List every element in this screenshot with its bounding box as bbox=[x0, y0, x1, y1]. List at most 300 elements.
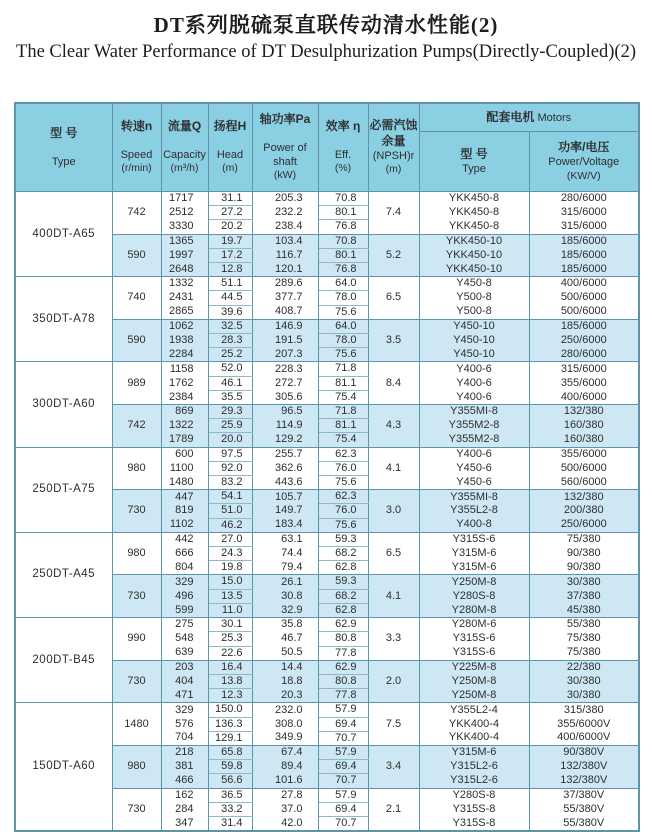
shaft-power-value: 14.4 bbox=[252, 660, 318, 674]
npsh-value: 4.3 bbox=[368, 405, 419, 448]
title-english: The Clear Water Performance of DT Desulphurization Pumps(Directly-Coupled)(2) bbox=[16, 42, 636, 62]
efficiency-value: 75.6 bbox=[318, 348, 368, 362]
shaft-power-value: 50.5 bbox=[252, 646, 318, 660]
shaft-power-value: 96.5 bbox=[252, 405, 318, 419]
capacity-value: 1158 bbox=[161, 362, 208, 376]
capacity-value: 2384 bbox=[161, 390, 208, 404]
speed-value: 980 bbox=[112, 532, 161, 575]
speed-value: 989 bbox=[112, 362, 161, 405]
efficiency-value: 76.0 bbox=[318, 504, 368, 518]
motor-power-voltage: 200/380 bbox=[529, 504, 639, 518]
shaft-power-value: 120.1 bbox=[252, 263, 318, 277]
header-motor-pv-unit: (KW/V) bbox=[566, 169, 601, 182]
speed-value: 730 bbox=[112, 788, 161, 831]
shaft-power-value: 20.3 bbox=[252, 689, 318, 703]
speed-value: 590 bbox=[112, 234, 161, 277]
head-value: 20.2 bbox=[208, 220, 252, 234]
shaft-power-value: 46.7 bbox=[252, 632, 318, 646]
motor-power-voltage: 280/6000 bbox=[529, 192, 639, 206]
head-value: 51.1 bbox=[208, 277, 252, 291]
npsh-value: 2.1 bbox=[368, 788, 419, 831]
pump-type: 300DT-A60 bbox=[15, 362, 112, 447]
capacity-value: 447 bbox=[161, 490, 208, 504]
motor-type: YKK400-4 bbox=[419, 717, 529, 731]
head-value: 17.2 bbox=[208, 248, 252, 262]
efficiency-value: 70.8 bbox=[318, 192, 368, 206]
header-shaft-power-unit: (kW) bbox=[273, 169, 297, 182]
capacity-value: 1365 bbox=[161, 234, 208, 248]
head-value: 13.5 bbox=[208, 589, 252, 603]
motor-type: Y450-10 bbox=[419, 319, 529, 333]
motor-type: Y315L2-6 bbox=[419, 774, 529, 788]
head-value: 16.4 bbox=[208, 660, 252, 674]
motor-type: Y250M-8 bbox=[419, 575, 529, 589]
shaft-power-value: 205.3 bbox=[252, 192, 318, 206]
motor-power-voltage: 90/380V bbox=[529, 745, 639, 759]
head-value: 136.3 bbox=[208, 717, 252, 731]
efficiency-value: 80.1 bbox=[318, 206, 368, 220]
motor-power-voltage: 400/6000V bbox=[529, 731, 639, 745]
head-value: 28.3 bbox=[208, 334, 252, 348]
efficiency-value: 80.1 bbox=[318, 248, 368, 262]
motor-type: Y450-6 bbox=[419, 461, 529, 475]
motor-type: Y400-6 bbox=[419, 362, 529, 376]
motor-power-voltage: 90/380 bbox=[529, 547, 639, 561]
head-value: 39.6 bbox=[208, 305, 252, 319]
shaft-power-value: 228.3 bbox=[252, 362, 318, 376]
header-npsh-en: (NPSH)r bbox=[372, 150, 415, 163]
head-value: 31.4 bbox=[208, 816, 252, 831]
header-npsh-unit: (m) bbox=[385, 163, 402, 176]
head-value: 129.1 bbox=[208, 731, 252, 745]
header-motors bbox=[419, 103, 639, 132]
capacity-value: 1938 bbox=[161, 334, 208, 348]
header-shaft-power-en2: shaft bbox=[273, 155, 297, 168]
header-type-cn: 型 号 bbox=[50, 126, 78, 141]
motor-power-voltage: 280/6000 bbox=[529, 348, 639, 362]
capacity-value: 162 bbox=[161, 788, 208, 802]
motor-power-voltage: 185/6000 bbox=[529, 234, 639, 248]
motor-type: Y450-8 bbox=[419, 277, 529, 291]
table-body bbox=[15, 192, 639, 832]
capacity-value: 203 bbox=[161, 660, 208, 674]
capacity-value: 2865 bbox=[161, 305, 208, 319]
efficiency-value: 62.8 bbox=[318, 561, 368, 575]
head-value: 12.3 bbox=[208, 689, 252, 703]
header-shaft-power-cn: 轴功率Pa bbox=[259, 112, 311, 127]
header-motor-type-cn: 型 号 bbox=[460, 146, 488, 161]
header-motor-power-voltage bbox=[529, 132, 639, 192]
efficiency-value: 70.7 bbox=[318, 816, 368, 831]
motor-type: Y315M-6 bbox=[419, 745, 529, 759]
motor-power-voltage: 55/380V bbox=[529, 802, 639, 816]
npsh-value: 4.1 bbox=[368, 575, 419, 618]
header-efficiency-unit: (%) bbox=[334, 162, 352, 175]
header-capacity-cn: 流量Q bbox=[167, 119, 202, 134]
motor-power-voltage: 132/380V bbox=[529, 774, 639, 788]
efficiency-value: 76.8 bbox=[318, 220, 368, 234]
table-row bbox=[15, 277, 639, 291]
motor-type: Y355M2-8 bbox=[419, 419, 529, 433]
capacity-value: 1102 bbox=[161, 518, 208, 532]
efficiency-value: 71.8 bbox=[318, 362, 368, 376]
motor-type: Y225M-8 bbox=[419, 660, 529, 674]
motor-power-voltage: 55/380 bbox=[529, 618, 639, 632]
efficiency-value: 75.6 bbox=[318, 476, 368, 490]
motor-type: Y450-10 bbox=[419, 348, 529, 362]
efficiency-value: 62.3 bbox=[318, 447, 368, 461]
head-value: 25.9 bbox=[208, 419, 252, 433]
header-speed-en: Speed bbox=[120, 148, 153, 161]
efficiency-value: 77.8 bbox=[318, 689, 368, 703]
head-value: 59.8 bbox=[208, 760, 252, 774]
capacity-value: 2648 bbox=[161, 263, 208, 277]
shaft-power-value: 26.1 bbox=[252, 575, 318, 589]
speed-value: 740 bbox=[112, 277, 161, 320]
shaft-power-value: 232.2 bbox=[252, 206, 318, 220]
capacity-value: 496 bbox=[161, 589, 208, 603]
header-npsh bbox=[368, 103, 419, 192]
motor-type: Y450-10 bbox=[419, 334, 529, 348]
npsh-value: 3.0 bbox=[368, 490, 419, 533]
head-value: 25.2 bbox=[208, 348, 252, 362]
capacity-value: 1480 bbox=[161, 476, 208, 490]
motor-power-voltage: 132/380V bbox=[529, 760, 639, 774]
head-value: 36.5 bbox=[208, 788, 252, 802]
capacity-value: 347 bbox=[161, 816, 208, 831]
efficiency-value: 81.1 bbox=[318, 376, 368, 390]
motor-power-voltage: 185/6000 bbox=[529, 263, 639, 277]
efficiency-value: 69.4 bbox=[318, 760, 368, 774]
shaft-power-value: 63.1 bbox=[252, 532, 318, 546]
motor-type: Y355MI-8 bbox=[419, 490, 529, 504]
motor-type: Y250M-8 bbox=[419, 689, 529, 703]
shaft-power-value: 27.8 bbox=[252, 788, 318, 802]
motor-power-voltage: 500/6000 bbox=[529, 291, 639, 305]
npsh-value: 5.2 bbox=[368, 234, 419, 277]
motor-type: YKK450-8 bbox=[419, 220, 529, 234]
motor-type: Y400-8 bbox=[419, 518, 529, 532]
head-value: 52.0 bbox=[208, 362, 252, 376]
header-capacity bbox=[161, 103, 208, 192]
head-value: 25.3 bbox=[208, 632, 252, 646]
capacity-value: 576 bbox=[161, 717, 208, 731]
motor-type: YKK450-10 bbox=[419, 248, 529, 262]
efficiency-value: 59.3 bbox=[318, 575, 368, 589]
capacity-value: 2431 bbox=[161, 291, 208, 305]
document-page bbox=[0, 9, 652, 829]
shaft-power-value: 105.7 bbox=[252, 490, 318, 504]
shaft-power-value: 272.7 bbox=[252, 376, 318, 390]
table-row bbox=[15, 362, 639, 376]
motor-power-voltage: 132/380 bbox=[529, 405, 639, 419]
efficiency-value: 75.6 bbox=[318, 305, 368, 319]
motor-power-voltage: 75/380 bbox=[529, 646, 639, 660]
motor-power-voltage: 355/6000 bbox=[529, 376, 639, 390]
efficiency-value: 68.2 bbox=[318, 547, 368, 561]
efficiency-value: 62.3 bbox=[318, 490, 368, 504]
shaft-power-value: 183.4 bbox=[252, 518, 318, 532]
npsh-value: 3.5 bbox=[368, 319, 419, 362]
capacity-value: 1717 bbox=[161, 192, 208, 206]
efficiency-value: 57.9 bbox=[318, 745, 368, 759]
efficiency-value: 62.9 bbox=[318, 660, 368, 674]
capacity-value: 381 bbox=[161, 760, 208, 774]
performance-table bbox=[14, 102, 640, 832]
head-value: 31.1 bbox=[208, 192, 252, 206]
capacity-value: 804 bbox=[161, 561, 208, 575]
table-row bbox=[15, 192, 639, 206]
header-head-en: Head bbox=[216, 148, 244, 161]
head-value: 44.5 bbox=[208, 291, 252, 305]
shaft-power-value: 232.0 bbox=[252, 703, 318, 717]
capacity-value: 329 bbox=[161, 575, 208, 589]
shaft-power-value: 42.0 bbox=[252, 816, 318, 831]
motor-power-voltage: 30/380 bbox=[529, 689, 639, 703]
motor-power-voltage: 160/380 bbox=[529, 433, 639, 447]
motor-power-voltage: 400/6000 bbox=[529, 390, 639, 404]
header-motors-cn: 配套电机 bbox=[486, 109, 535, 124]
head-value: 33.2 bbox=[208, 802, 252, 816]
head-value: 51.0 bbox=[208, 504, 252, 518]
efficiency-value: 70.7 bbox=[318, 731, 368, 745]
npsh-value: 6.5 bbox=[368, 532, 419, 575]
head-value: 19.7 bbox=[208, 234, 252, 248]
motor-power-voltage: 185/6000 bbox=[529, 319, 639, 333]
capacity-value: 1100 bbox=[161, 461, 208, 475]
efficiency-value: 80.8 bbox=[318, 632, 368, 646]
header-motor-type bbox=[419, 132, 529, 192]
header-npsh-cn2: 余量 bbox=[381, 133, 406, 148]
capacity-value: 1332 bbox=[161, 277, 208, 291]
capacity-value: 869 bbox=[161, 405, 208, 419]
header-head-unit: (m) bbox=[222, 162, 238, 175]
table-header bbox=[15, 103, 639, 192]
pump-type: 150DT-A60 bbox=[15, 703, 112, 831]
shaft-power-value: 116.7 bbox=[252, 248, 318, 262]
motor-type: Y315M-6 bbox=[419, 547, 529, 561]
efficiency-value: 78.0 bbox=[318, 334, 368, 348]
speed-value: 730 bbox=[112, 575, 161, 618]
efficiency-value: 62.8 bbox=[318, 603, 368, 617]
motor-power-voltage: 75/380 bbox=[529, 632, 639, 646]
head-value: 35.5 bbox=[208, 390, 252, 404]
motor-power-voltage: 90/380 bbox=[529, 561, 639, 575]
efficiency-value: 69.4 bbox=[318, 802, 368, 816]
efficiency-value: 68.2 bbox=[318, 589, 368, 603]
motor-type: Y355M2-8 bbox=[419, 433, 529, 447]
header-capacity-en: Capacity bbox=[163, 148, 206, 161]
header-capacity-unit: (m³/h) bbox=[170, 162, 199, 175]
motor-type: Y280M-8 bbox=[419, 603, 529, 617]
motor-type: Y315S-6 bbox=[419, 632, 529, 646]
title-chinese: DT系列脱硫泵直联传动清水性能(2) bbox=[153, 13, 499, 37]
speed-value: 742 bbox=[112, 405, 161, 448]
table-row bbox=[15, 532, 639, 546]
shaft-power-value: 362.6 bbox=[252, 461, 318, 475]
npsh-value: 2.0 bbox=[368, 660, 419, 703]
head-value: 97.5 bbox=[208, 447, 252, 461]
motor-type: Y315S-8 bbox=[419, 802, 529, 816]
motor-power-voltage: 30/380 bbox=[529, 674, 639, 688]
pump-type: 400DT-A65 bbox=[15, 192, 112, 277]
motor-type: Y355MI-8 bbox=[419, 405, 529, 419]
header-shaft-power bbox=[252, 103, 318, 192]
head-value: 46.2 bbox=[208, 518, 252, 532]
pump-type: 250DT-A75 bbox=[15, 447, 112, 532]
shaft-power-value: 67.4 bbox=[252, 745, 318, 759]
shaft-power-value: 443.6 bbox=[252, 476, 318, 490]
motor-power-voltage: 37/380 bbox=[529, 589, 639, 603]
shaft-power-value: 377.7 bbox=[252, 291, 318, 305]
npsh-value: 7.5 bbox=[368, 703, 419, 746]
capacity-value: 471 bbox=[161, 689, 208, 703]
npsh-value: 3.4 bbox=[368, 745, 419, 788]
shaft-power-value: 30.8 bbox=[252, 589, 318, 603]
capacity-value: 548 bbox=[161, 632, 208, 646]
head-value: 29.3 bbox=[208, 405, 252, 419]
header-motor-pv-en: Power/Voltage bbox=[548, 156, 620, 169]
speed-value: 742 bbox=[112, 192, 161, 235]
shaft-power-value: 255.7 bbox=[252, 447, 318, 461]
table-row bbox=[15, 618, 639, 632]
capacity-value: 599 bbox=[161, 603, 208, 617]
npsh-value: 4.1 bbox=[368, 447, 419, 490]
head-value: 19.8 bbox=[208, 561, 252, 575]
efficiency-value: 76.0 bbox=[318, 461, 368, 475]
header-head bbox=[208, 103, 252, 192]
head-value: 46.1 bbox=[208, 376, 252, 390]
motor-type: Y315S-6 bbox=[419, 532, 529, 546]
efficiency-value: 78.0 bbox=[318, 291, 368, 305]
motor-type: Y500-8 bbox=[419, 291, 529, 305]
motor-type: Y400-6 bbox=[419, 390, 529, 404]
head-value: 12.8 bbox=[208, 263, 252, 277]
motor-power-voltage: 315/380 bbox=[529, 703, 639, 717]
head-value: 32.5 bbox=[208, 319, 252, 333]
capacity-value: 284 bbox=[161, 802, 208, 816]
shaft-power-value: 207.3 bbox=[252, 348, 318, 362]
header-motors-en: Motors bbox=[537, 111, 572, 124]
motor-type: Y280M-6 bbox=[419, 618, 529, 632]
capacity-value: 1762 bbox=[161, 376, 208, 390]
capacity-value: 639 bbox=[161, 646, 208, 660]
header-speed-cn: 转速n bbox=[120, 119, 153, 134]
shaft-power-value: 18.8 bbox=[252, 674, 318, 688]
capacity-value: 275 bbox=[161, 618, 208, 632]
motor-type: YKK450-10 bbox=[419, 263, 529, 277]
head-value: 24.3 bbox=[208, 547, 252, 561]
shaft-power-value: 32.9 bbox=[252, 603, 318, 617]
motor-type: Y400-6 bbox=[419, 447, 529, 461]
motor-type: Y315M-6 bbox=[419, 561, 529, 575]
motor-power-voltage: 315/6000 bbox=[529, 220, 639, 234]
npsh-value: 6.5 bbox=[368, 277, 419, 320]
motor-type: Y355L2-4 bbox=[419, 703, 529, 717]
speed-value: 730 bbox=[112, 660, 161, 703]
motor-type: Y315S-6 bbox=[419, 646, 529, 660]
motor-power-voltage: 500/6000 bbox=[529, 305, 639, 319]
capacity-value: 1322 bbox=[161, 419, 208, 433]
motor-power-voltage: 400/6000 bbox=[529, 277, 639, 291]
header-type-en: Type bbox=[51, 155, 76, 168]
shaft-power-value: 74.4 bbox=[252, 547, 318, 561]
capacity-value: 819 bbox=[161, 504, 208, 518]
npsh-value: 3.3 bbox=[368, 618, 419, 661]
speed-value: 980 bbox=[112, 447, 161, 490]
header-npsh-cn1: 必需汽蚀 bbox=[369, 117, 418, 132]
header-motor-type-en: Type bbox=[462, 163, 486, 176]
shaft-power-value: 129.2 bbox=[252, 433, 318, 447]
head-value: 13.8 bbox=[208, 674, 252, 688]
capacity-value: 1789 bbox=[161, 433, 208, 447]
shaft-power-value: 35.8 bbox=[252, 618, 318, 632]
capacity-value: 329 bbox=[161, 703, 208, 717]
shaft-power-value: 89.4 bbox=[252, 760, 318, 774]
motor-power-voltage: 315/6000 bbox=[529, 362, 639, 376]
motor-type: Y355L2-8 bbox=[419, 504, 529, 518]
efficiency-value: 80.8 bbox=[318, 674, 368, 688]
motor-power-voltage: 315/6000 bbox=[529, 206, 639, 220]
head-value: 83.2 bbox=[208, 476, 252, 490]
capacity-value: 1062 bbox=[161, 319, 208, 333]
shaft-power-value: 191.5 bbox=[252, 334, 318, 348]
head-value: 27.2 bbox=[208, 206, 252, 220]
shaft-power-value: 149.7 bbox=[252, 504, 318, 518]
capacity-value: 600 bbox=[161, 447, 208, 461]
header-efficiency bbox=[318, 103, 368, 192]
capacity-value: 442 bbox=[161, 532, 208, 546]
efficiency-value: 81.1 bbox=[318, 419, 368, 433]
shaft-power-value: 146.9 bbox=[252, 319, 318, 333]
shaft-power-value: 349.9 bbox=[252, 731, 318, 745]
motor-power-voltage: 132/380 bbox=[529, 490, 639, 504]
capacity-value: 218 bbox=[161, 745, 208, 759]
shaft-power-value: 79.4 bbox=[252, 561, 318, 575]
efficiency-value: 64.0 bbox=[318, 319, 368, 333]
motor-type: Y315L2-6 bbox=[419, 760, 529, 774]
motor-power-voltage: 560/6000 bbox=[529, 476, 639, 490]
header-shaft-power-en1: Power of bbox=[263, 141, 307, 154]
head-value: 22.6 bbox=[208, 646, 252, 660]
head-value: 56.6 bbox=[208, 774, 252, 788]
header-motor-pv-cn: 功率/电压 bbox=[558, 139, 610, 154]
pump-type: 200DT-B45 bbox=[15, 618, 112, 703]
header-type bbox=[15, 103, 112, 192]
speed-value: 1480 bbox=[112, 703, 161, 746]
header-efficiency-cn: 效率 η bbox=[325, 119, 361, 134]
pump-type: 350DT-A78 bbox=[15, 277, 112, 362]
motor-type: Y280S-8 bbox=[419, 589, 529, 603]
motor-power-voltage: 355/6000V bbox=[529, 717, 639, 731]
motor-type: Y450-6 bbox=[419, 476, 529, 490]
table-row bbox=[15, 703, 639, 717]
npsh-value: 7.4 bbox=[368, 192, 419, 235]
efficiency-value: 64.0 bbox=[318, 277, 368, 291]
motor-power-voltage: 250/6000 bbox=[529, 334, 639, 348]
head-value: 92.0 bbox=[208, 461, 252, 475]
header-speed bbox=[112, 103, 161, 192]
efficiency-value: 57.9 bbox=[318, 703, 368, 717]
capacity-value: 704 bbox=[161, 731, 208, 745]
efficiency-value: 75.4 bbox=[318, 433, 368, 447]
efficiency-value: 69.4 bbox=[318, 717, 368, 731]
motor-type: Y500-8 bbox=[419, 305, 529, 319]
capacity-value: 2284 bbox=[161, 348, 208, 362]
shaft-power-value: 114.9 bbox=[252, 419, 318, 433]
head-value: 65.8 bbox=[208, 745, 252, 759]
motor-type: YKK450-10 bbox=[419, 234, 529, 248]
